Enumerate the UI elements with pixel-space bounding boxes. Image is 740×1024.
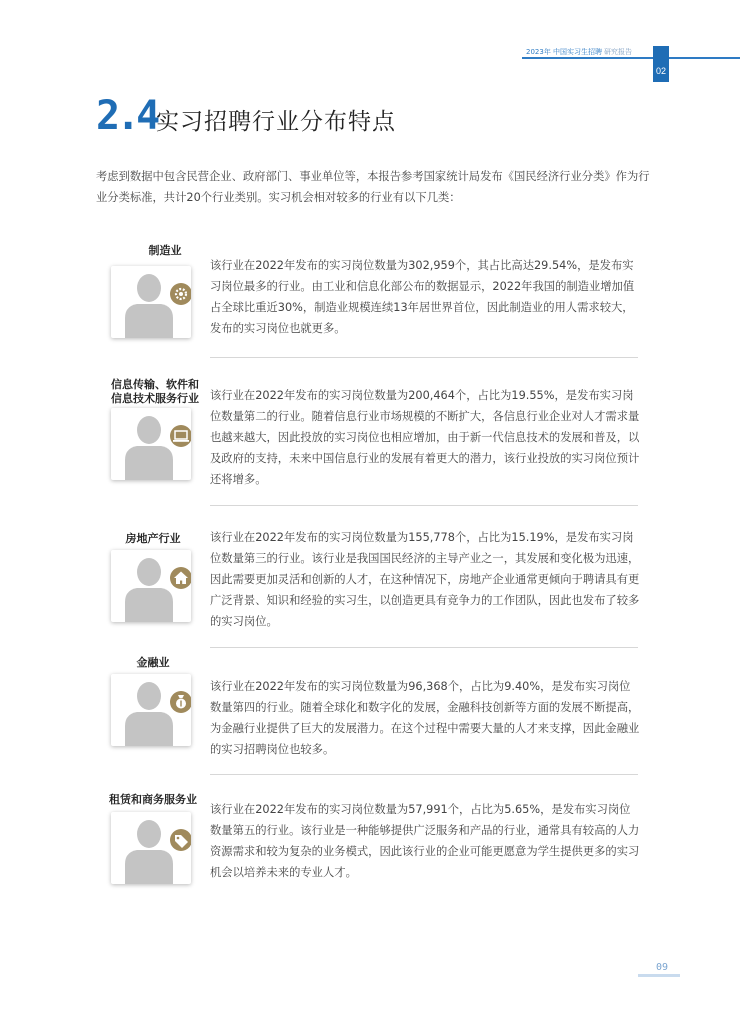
report-title-main: 2023年 中国实习生招聘: [526, 48, 603, 56]
industry-description: 该行业在2022年发布的实习岗位数量为200,464个，占比为19.55%，是发布实习岗位数量第二的行业。随着信息行业市场规模的不断扩大，各信息行业企业对人才需求量也越来越大，因此投放的实习岗位也相应增加，由于新一代信息技术的发展和普及，以及政府的支持，未来中国信息行业的发展有着更大的潜力，该行业投放的实习岗位预计还将增多。: [210, 389, 640, 486]
report-title-sub: 研究报告: [604, 48, 633, 56]
industry-label: 租赁和商务服务业: [109, 793, 197, 806]
section-title: 实习招聘行业分布特点: [156, 109, 396, 135]
person-silhouette-icon: [125, 820, 173, 884]
person-silhouette-icon: [125, 274, 173, 338]
divider: [210, 357, 638, 358]
tag-icon: [170, 829, 191, 851]
header-line: [522, 57, 740, 59]
laptop-icon: [170, 425, 191, 447]
section-number: 2.4: [96, 93, 157, 139]
industry-label: 制造业: [148, 244, 182, 257]
industry-card: [111, 674, 191, 746]
industry-label: 信息传输、软件和信息技术服务行业: [111, 378, 199, 405]
person-silhouette-icon: [125, 416, 173, 480]
person-silhouette-icon: [125, 558, 173, 622]
industry-card: [111, 550, 191, 622]
gear-icon: [170, 283, 191, 305]
industry-card: [111, 812, 191, 884]
industry-label: 金融业: [136, 656, 170, 669]
industry-label: 房地产行业: [125, 532, 181, 545]
industry-card: [111, 266, 191, 338]
industry-card: [111, 408, 191, 480]
industry-description: 该行业在2022年发布的实习岗位数量为155,778个，占比为15.19%，是发布实习岗位数量第三的行业。该行业是我国国民经济的主导产业之一，其发展和变化极为迅速，因此需要更加灵活和创新的人才，在这种情况下，房地产企业通常更倾向于聘请具有更广泛背景、知识和经验的实习生，以创造更具有竞争力的工作团队，因此也发布了较多的实习岗位。: [210, 531, 640, 628]
industry-description: 该行业在2022年发布的实习岗位数量为57,991个，占比为5.65%，是发布实习岗位数量第五的行业。该行业是一种能够提供广泛服务和产品的行业，通常具有较高的人力资源需求和较为复杂的业务模式，因此该行业的企业可能更愿意为学生提供更多的实习机会以培养未来的专业人才。: [210, 803, 640, 879]
divider: [210, 774, 638, 775]
divider: [210, 647, 638, 648]
house-icon: [170, 567, 191, 589]
report-title: [526, 47, 632, 57]
industry-description: 该行业在2022年发布的实习岗位数量为96,368个，占比为9.40%，是发布实习岗位数量第四的行业。随着全球化和数字化的发展，金融科技创新等方面的发展不断提高，为金融行业提供了巨大的发展潜力。在这个过程中需要大量的人才来支撑，因此金融业的实习招聘岗位也较多。: [210, 680, 640, 756]
footer-bar: [638, 974, 680, 977]
intro-paragraph: 考虑到数据中包含民营企业、政府部门、事业单位等，本报告参考国家统计局发布《国民经济行业分类》作为行业分类标准，共计20个行业类别。实习机会相对较多的行业有以下几类：: [96, 170, 650, 204]
chapter-number: 02: [655, 66, 666, 76]
divider: [210, 505, 638, 506]
money-bag-icon: [170, 691, 191, 713]
chapter-tab: [653, 46, 669, 82]
page-number: 09: [656, 962, 669, 973]
person-silhouette-icon: [125, 682, 173, 746]
industry-description: 该行业在2022年发布的实习岗位数量为302,959个，其占比高达29.54%，是发布实习岗位最多的行业。由工业和信息化部公布的数据显示，2022年我国的制造业增加值占全球比重近30%，制造业规模连续13年居世界首位，因此制造业的用人需求较大，发布的实习岗位也就更多。: [210, 259, 635, 335]
